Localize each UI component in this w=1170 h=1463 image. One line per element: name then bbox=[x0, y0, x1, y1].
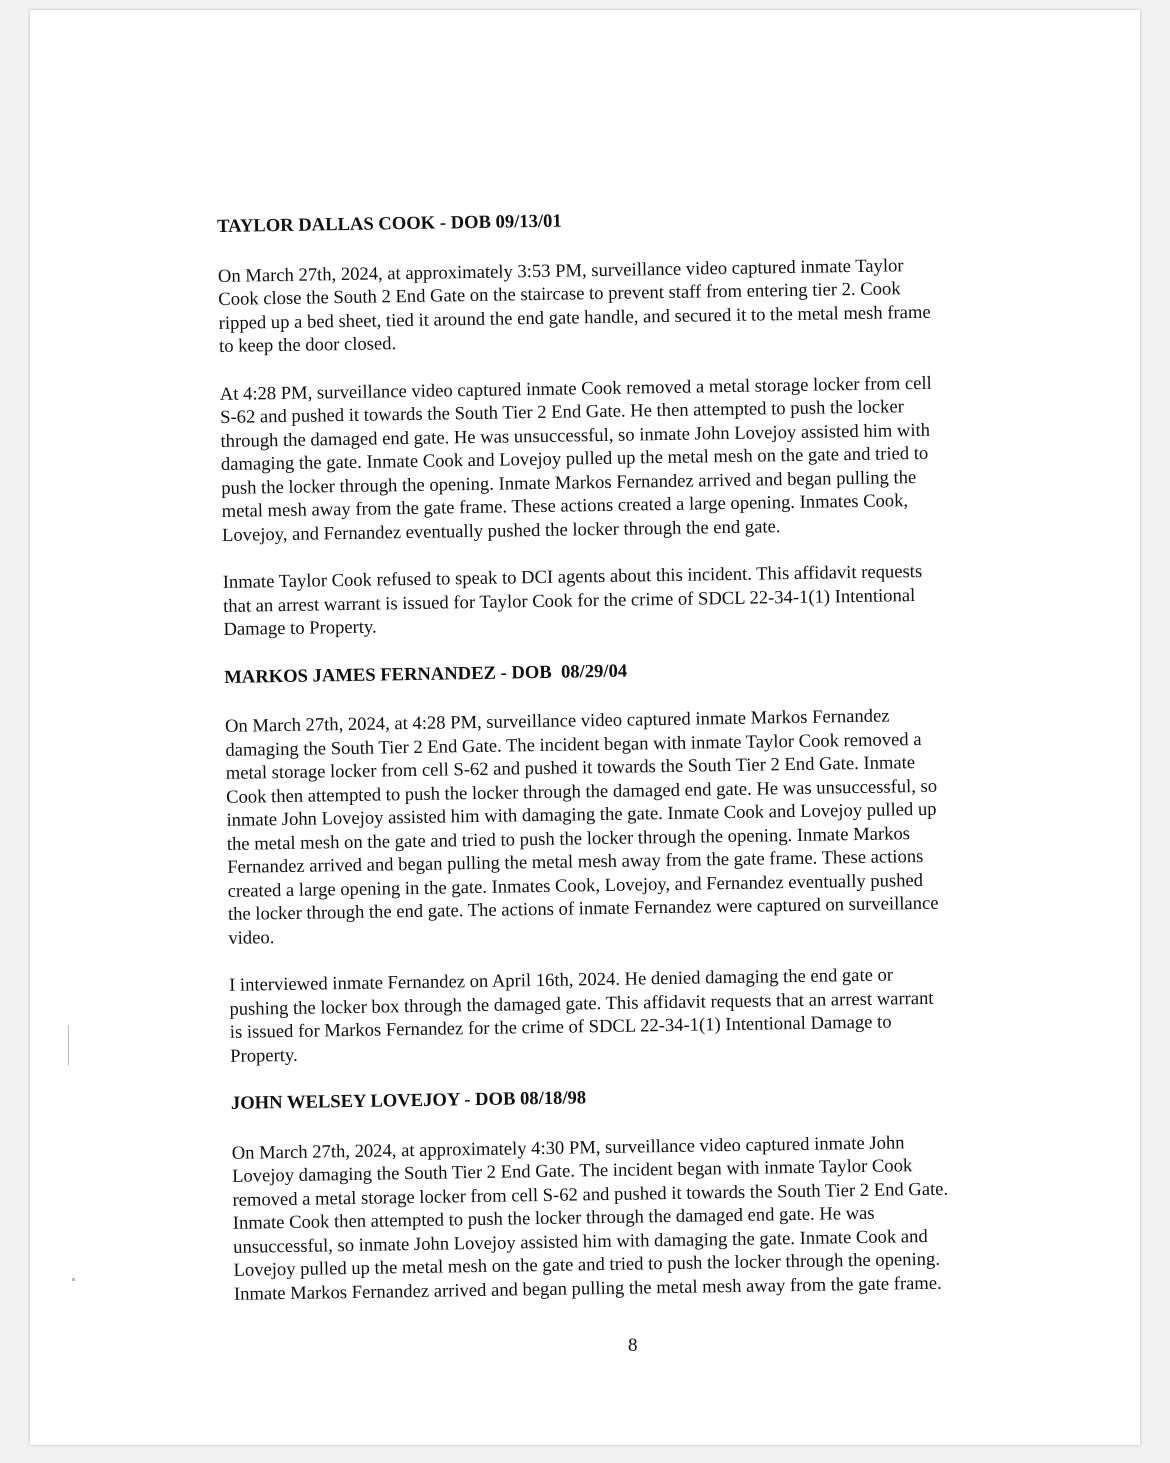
paragraph: Inmate Taylor Cook refused to speak to DCI agents about this incident. This affidavit requests that an arrest warrant is issued for Taylor Cook for the crime of SDCL 22-34-1(1) Intentional Damage to Property. bbox=[222, 560, 923, 640]
document-body bbox=[217, 203, 1024, 1330]
document-page bbox=[30, 10, 1140, 1445]
section-heading: TAYLOR DALLAS COOK - DOB 09/13/01 bbox=[217, 210, 562, 237]
paragraph: On March 27th, 2024, at approximately 3:53 PM, surveillance video captured inmate Taylor Cook close the South 2 End Gate on the staircase to prevent staff from entering tier 2. Cook ripped up a bed sheet, tied it around the end gate handle, and secured it to the metal mesh frame to keep the door closed. bbox=[217, 254, 931, 357]
paragraph: I interviewed inmate Fernandez on April 16th, 2024. He denied damaging the end gate or pushing the locker box through the damaged gate. This affidavit requests that an arrest warrant is issued for Markos Fernandez for the crime of SDCL 22-34-1(1) Intentional Damage to Property. bbox=[228, 964, 934, 1067]
section-fernandez bbox=[224, 653, 1020, 1068]
paragraph: At 4:28 PM, surveillance video captured inmate Cook removed a metal storage locker from cell S-62 and pushed it towards the South Tier 2 End Gate. He then attempted to push the locker through the damaged end gate. He was unsuccessful, so inmate John Lovejoy assisted him with damaging the gate. Inmate Cook and Lovejoy pulled up the metal mesh on the gate and tried to push the locker through the opening. Inmate Markos Fernandez arrived and began pulling the metal mesh away from the gate frame. These actions created a large opening. Inmates Cook, Lovejoy, and Fernandez eventually pushed the locker through the end gate. bbox=[219, 372, 932, 546]
section-lovejoy bbox=[231, 1079, 1024, 1305]
section-cook bbox=[217, 203, 1014, 642]
paragraph: On March 27th, 2024, at 4:28 PM, surveillance video captured inmate Markos Fernandez damaging the South Tier 2 End Gate. The incident began with inmate Taylor Cook removed a metal storage locker from cell S-62 and pushed it towards the South Tier 2 End Gate. Inmate Cook then attempted to push the locker through the damaged end gate. He was unsuccessful, so inmate John Lovejoy assisted him with damaging the gate. Inmate Cook and Lovejoy pulled up the metal mesh on the gate and tried to push the locker through the opening. Inmate Markos Fernandez arrived and began pulling the metal mesh away from the gate frame. These actions created a large opening in the gate. Inmates Cook, Lovejoy, and Fernandez eventually pushed the locker through the end gate. The actions of inmate Fernandez were captured on surveillance video. bbox=[224, 705, 939, 949]
section-heading: MARKOS JAMES FERNANDEZ - DOB 08/29/04 bbox=[224, 660, 628, 688]
page-number: 8 bbox=[628, 1335, 638, 1356]
scan-speck bbox=[68, 1025, 69, 1065]
scan-speck bbox=[72, 1278, 75, 1281]
section-heading: JOHN WELSEY LOVEJOY - DOB 08/18/98 bbox=[230, 1087, 587, 1114]
paragraph: On March 27th, 2024, at approximately 4:30 PM, surveillance video captured inmate John Lovejoy damaging the South Tier 2 End Gate. The incident began with inmate Taylor Cook removed a metal storage locker from cell S-62 and pushed it towards the South Tier 2 End Gate. Inmate Cook then attempted to push the locker through the damaged end gate. He was unsuccessful, so inmate John Lovejoy assisted him with damaging the gate. Inmate Cook and Lovejoy pulled up the metal mesh on the gate and tried to push the locker through the opening. Inmate Markos Fernandez arrived and began pulling the metal mesh away from the gate frame. bbox=[231, 1131, 949, 1305]
